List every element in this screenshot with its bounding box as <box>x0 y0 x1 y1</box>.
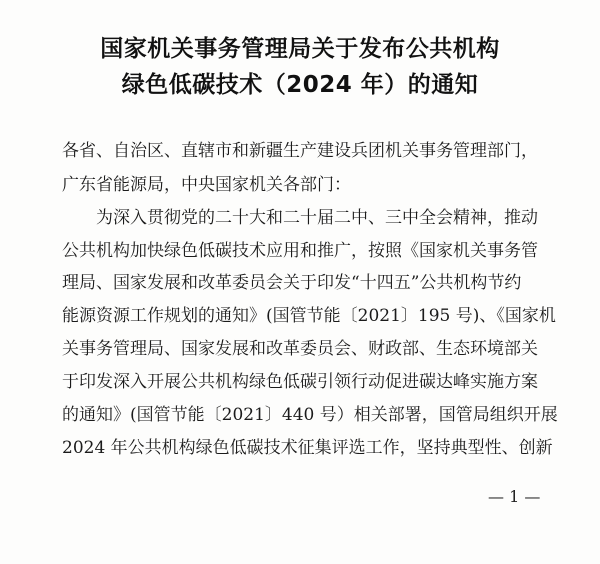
document-title-line-2: 绿色低碳技术（2024 年）的通知 <box>121 72 479 98</box>
body-line-paragraph: 2024 年公共机构绿色低碳技术征集评选工作，坚持典型性、创新 <box>62 438 553 458</box>
body-line-paragraph: 关事务管理局、国家发展和改革委员会、财政部、生态环境部关 <box>62 339 538 359</box>
body-line-paragraph: 能源资源工作规划的通知》(国管节能〔2021〕195 号)、《国家机 <box>62 306 556 326</box>
body-line-addressee-1: 各省、自治区、直辖市和新疆生产建设兵团机关事务管理部门， <box>62 141 538 161</box>
body-line-addressee-2: 广东省能源局，中央国家机关各部门： <box>62 175 351 195</box>
body-line-paragraph: 为深入贯彻党的二十大和二十届二中、三中全会精神，推动 <box>62 208 538 228</box>
body-line-paragraph: 公共机构加快绿色低碳技术应用和推广，按照《国家机关事务管 <box>62 241 538 261</box>
body-line-paragraph: 理局、国家发展和改革委员会关于印发“十四五”公共机构节约 <box>62 273 522 293</box>
body-line-paragraph: 的通知》(国管节能〔2021〕440 号）相关部署，国管局组织开展 <box>62 405 558 425</box>
page-number: — 1 — <box>488 487 541 506</box>
document-title-line-1: 国家机关事务管理局关于发布公共机构 <box>100 36 500 62</box>
body-line-paragraph: 于印发深入开展公共机构绿色低碳引领行动促进碳达峰实施方案 <box>62 372 538 392</box>
